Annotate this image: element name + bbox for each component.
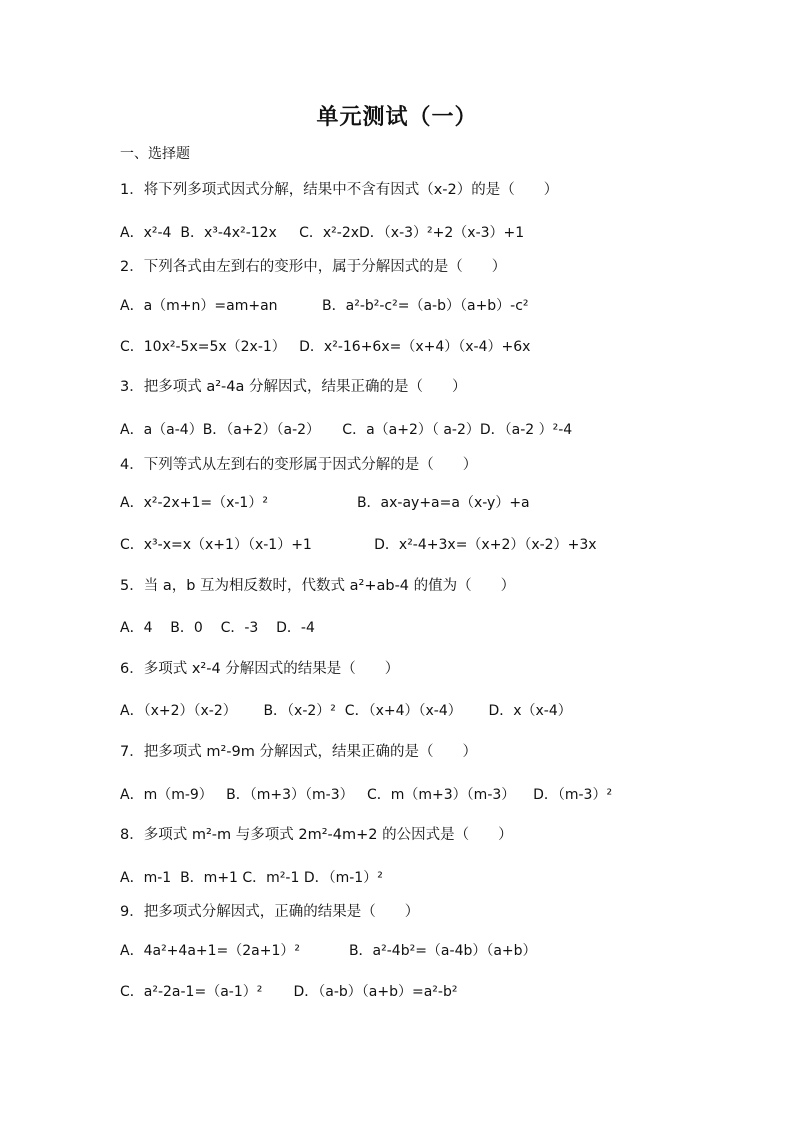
section-heading: 一、选择题 — [120, 146, 190, 162]
question-5-options: A．4 B．0 C．-3 D．-4 — [120, 620, 315, 636]
question-1: 1．将下列多项式因式分解，结果中不含有因式（x-2）的是（ ） — [120, 182, 559, 198]
question-8: 8．多项式 m²-m 与多项式 2m²-4m+2 的公因式是（ ） — [120, 827, 513, 843]
question-3-options: A．a（a-4）B．（a+2）（a-2） C．a（a+2）（ a-2）D．（a-2 ）²-4 — [120, 422, 573, 438]
question-6: 6．多项式 x²-4 分解因式的结果是（ ） — [120, 661, 400, 677]
question-4-options-ab: A．x²-2x+1=（x-1）² B．ax-ay+a=a（x-y）+a — [120, 495, 530, 511]
question-7: 7．把多项式 m²-9m 分解因式，结果正确的是（ ） — [120, 744, 477, 760]
question-2-options-ab: A．a（m+n）=am+an B．a²-b²-c²=（a-b）（a+b）-c² — [120, 298, 529, 314]
question-9-options-cd: C．a²-2a-1=（a-1）² D．（a-b）（a+b）=a²-b² — [120, 984, 458, 1000]
question-4-options-cd: C．x³-x=x（x+1）（x-1）+1 D．x²-4+3x=（x+2）（x-2）+3x — [120, 537, 597, 553]
question-9: 9．把多项式分解因式，正确的结果是（ ） — [120, 904, 420, 920]
question-6-options: A．（x+2）（x-2） B．（x-2）² C．（x+4）（x-4） D．x（x-4） — [120, 703, 572, 719]
question-3: 3．把多项式 a²-4a 分解因式，结果正确的是（ ） — [120, 379, 467, 395]
question-2-options-cd: C．10x²-5x=5x（2x-1） D．x²-16+6x=（x+4）（x-4）+6x — [120, 339, 531, 355]
question-9-options-ab: A．4a²+4a+1=（2a+1）² B．a²-4b²=（a-4b）（a+b） — [120, 943, 537, 959]
question-5: 5．当 a，b 互为相反数时，代数式 a²+ab-4 的值为（ ） — [120, 578, 516, 594]
question-7-options: A．m（m-9） B．（m+3）（m-3） C．m（m+3）（m-3） D．（m-3）² — [120, 787, 613, 803]
question-8-options: A．m-1 B．m+1 C．m²-1 D．（m-1）² — [120, 870, 383, 886]
page-title: 单元测试（一） — [316, 105, 478, 130]
question-1-options: A．x²-4 B．x³-4x²-12x C．x²-2xD．（x-3）²+2（x-3）+1 — [120, 225, 525, 241]
question-4: 4．下列等式从左到右的变形属于因式分解的是（ ） — [120, 457, 478, 473]
question-2: 2．下列各式由左到右的变形中，属于分解因式的是（ ） — [120, 259, 507, 275]
